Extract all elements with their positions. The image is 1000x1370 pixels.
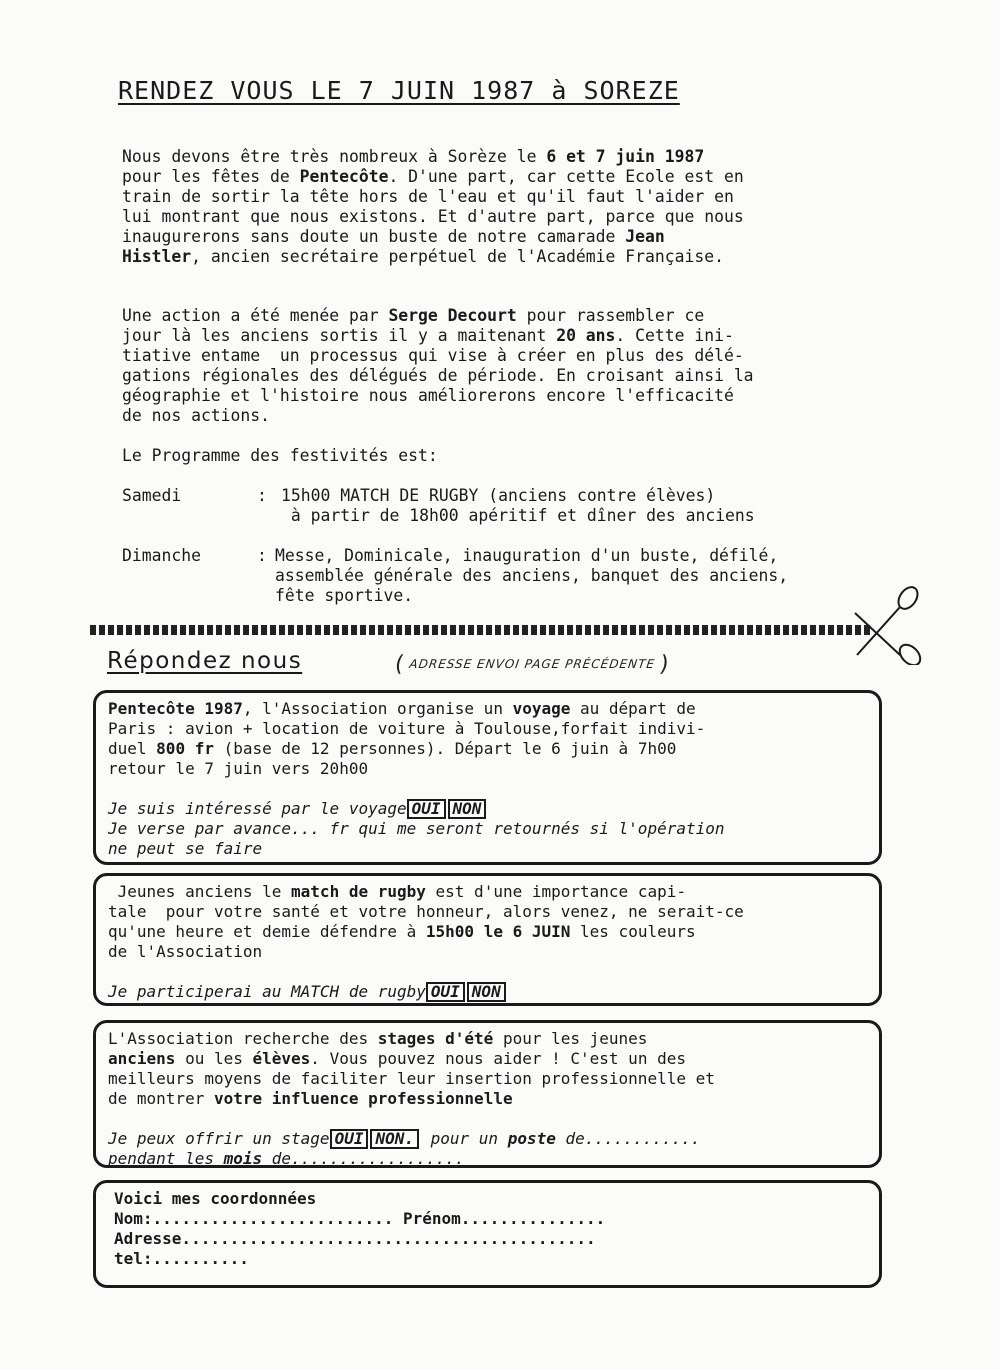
cut-line-dash [432, 625, 438, 635]
programme-section [122, 446, 902, 606]
cut-line-dash [459, 625, 465, 635]
cut-line-dash [297, 625, 303, 635]
cut-line-dash [810, 625, 816, 635]
stage-non-checkbox[interactable]: NON. [370, 1129, 419, 1149]
voyage-oui-checkbox[interactable]: OUI [407, 799, 446, 819]
cut-line-dash [729, 625, 735, 635]
cut-line-dash [387, 625, 393, 635]
cut-line-dash [162, 625, 168, 635]
cut-line-dash [792, 625, 798, 635]
cut-line-dash [594, 625, 600, 635]
cut-line-dash [351, 625, 357, 635]
cut-line-dash [288, 625, 294, 635]
cut-line-dash [522, 625, 528, 635]
cut-line-dash [378, 625, 384, 635]
cut-line-dash [540, 625, 546, 635]
cut-line-dash [702, 625, 708, 635]
cut-line-dash [828, 625, 834, 635]
cut-line-dash [405, 625, 411, 635]
cut-line-dash [486, 625, 492, 635]
cut-line-dash [117, 625, 123, 635]
prenom-field[interactable]: Prénom............... [402, 1209, 606, 1228]
cut-line-dash [837, 625, 843, 635]
cut-line-dash [243, 625, 249, 635]
cut-line-dash [261, 625, 267, 635]
contact-box [93, 1180, 882, 1288]
cut-line-divider [90, 625, 880, 636]
cut-line-dash [99, 625, 105, 635]
tel-field[interactable]: tel:.......... [114, 1249, 249, 1268]
cut-line-dash [360, 625, 366, 635]
cut-line-dash [396, 625, 402, 635]
cut-line-dash [108, 625, 114, 635]
cut-line-dash [495, 625, 501, 635]
cut-line-dash [234, 625, 240, 635]
cut-line-dash [189, 625, 195, 635]
cut-line-dash [315, 625, 321, 635]
rugby-oui-checkbox[interactable]: OUI [426, 982, 465, 1002]
cut-line-dash [369, 625, 375, 635]
cut-line-dash [693, 625, 699, 635]
cut-line-dash [774, 625, 780, 635]
cut-line-dash [567, 625, 573, 635]
cut-line-dash [738, 625, 744, 635]
voyage-box: Pentecôte 1987, l'Association organise un voyage au départ de Paris : avion + location de voiture à Toulouse,forfait indivi- duel 800 fr (base de 12 personnes). Départ le 6 juin à 7h00 retour le 7 juin vers 20h00 Je suis intéressé par le voyage OUI NON Je verse par avance... fr qui me seront retournés si l'opération ne peut se faire [93, 690, 882, 865]
programme-saturday: Samedi : 15h00 MATCH DE RUGBY (anciens contre élèves) à partir de 18h00 apéritif et dîner des anciens [122, 486, 755, 525]
cut-line-dash [549, 625, 555, 635]
mois-field[interactable]: de.................. [262, 1149, 465, 1168]
rugby-non-checkbox[interactable]: NON [467, 982, 506, 1002]
poste-field[interactable]: de............ [555, 1129, 701, 1148]
cut-line-dash [324, 625, 330, 635]
voyage-non-checkbox[interactable]: NON [448, 799, 487, 819]
contact-heading: Voici mes coordonnées [114, 1189, 317, 1208]
cut-line-dash [630, 625, 636, 635]
cut-line-dash [513, 625, 519, 635]
programme-sunday: Dimanche : Messe, Dominicale, inauguration d'un buste, défilé, assemblée générale des anciens, banquet des anciens, fête sportive. [122, 546, 789, 605]
cut-line-dash [333, 625, 339, 635]
cut-line-dash [441, 625, 447, 635]
cut-line-dash [504, 625, 510, 635]
cut-line-dash [216, 625, 222, 635]
cut-line-dash [171, 625, 177, 635]
cut-line-dash [207, 625, 213, 635]
cut-line-dash [531, 625, 537, 635]
cut-line-dash [153, 625, 159, 635]
reply-heading: Répondez nous [107, 648, 303, 674]
cut-line-dash [477, 625, 483, 635]
scissors-icon [845, 585, 925, 665]
stage-oui-checkbox[interactable]: OUI [330, 1129, 369, 1149]
cut-line-dash [252, 625, 258, 635]
handwritten-note: ( ADRESSE ENVOI PAGE PRÉCÉDENTE ) [393, 652, 672, 677]
cut-line-dash [126, 625, 132, 635]
cut-line-dash [648, 625, 654, 635]
cut-line-dash [657, 625, 663, 635]
programme-heading: Le Programme des festivités est: [122, 446, 438, 465]
cut-line-dash [801, 625, 807, 635]
intro-paragraph: Nous devons être très nombreux à Sorèze le 6 et 7 juin 1987 pour les fêtes de Pentecôte. D'une part, car cette Ecole est en train de sortir la tête hors de l'eau et qu'il faut l'aider en lui montrant que nous existons. Et d'autre part, parce que nous inaugurerons sans doute un buste de notre camarade Jean Histler, ancien secrétaire perpétuel de l'Académie Française. [122, 147, 744, 266]
cut-line-dash [342, 625, 348, 635]
cut-line-dash [225, 625, 231, 635]
cut-line-dash [756, 625, 762, 635]
cut-line-dash [603, 625, 609, 635]
cut-line-dash [621, 625, 627, 635]
action-paragraph: Une action a été menée par Serge Decourt pour rassembler ce jour là les anciens sortis il y a maitenant 20 ans. Cette ini- tiative entame un processus qui vise à créer en plus des délé- gations régionales des délégués de période. En croisant ainsi la géographie et l'histoire nous améliorerons encore l'efficacité de nos actions. [122, 306, 754, 425]
cut-line-dash [675, 625, 681, 635]
cut-line-dash [450, 625, 456, 635]
cut-line-dash [180, 625, 186, 635]
adresse-field[interactable]: Adresse........................................... [114, 1229, 596, 1248]
cut-line-dash [468, 625, 474, 635]
cut-line-dash [684, 625, 690, 635]
rugby-box: Jeunes anciens le match de rugby est d'une importance capi- tale pour votre santé et votre honneur, alors venez, ne serait-ce qu'une heure et demie défendre à 15h00 le 6 JUIN les couleurs de l'Association Je participerai au MATCH de rugby OUI NON [93, 873, 882, 1006]
cut-line-dash [144, 625, 150, 635]
nom-field[interactable]: Nom:......................... [114, 1209, 403, 1228]
cut-line-dash [720, 625, 726, 635]
page-title: RENDEZ VOUS LE 7 JUIN 1987 à SOREZE [118, 76, 680, 105]
cut-line-dash [423, 625, 429, 635]
cut-line-dash [765, 625, 771, 635]
cut-line-dash [819, 625, 825, 635]
stages-box: L'Association recherche des stages d'été pour les jeunes anciens ou les élèves. Vous pouvez nous aider ! C'est un des meilleurs moyens de faciliter leur insertion professionnelle et de montrer votre influence professionnelle Je peux offrir un stage OUI NON. pour un poste de............ pendant les mois de.................. [93, 1020, 882, 1168]
cut-line-dash [90, 625, 96, 635]
cut-line-dash [783, 625, 789, 635]
cut-line-dash [666, 625, 672, 635]
cut-line-dash [306, 625, 312, 635]
cut-line-dash [576, 625, 582, 635]
cut-line-dash [585, 625, 591, 635]
cut-line-dash [558, 625, 564, 635]
cut-line-dash [135, 625, 141, 635]
cut-line-dash [198, 625, 204, 635]
cut-line-dash [414, 625, 420, 635]
cut-line-dash [711, 625, 717, 635]
cut-line-dash [639, 625, 645, 635]
cut-line-dash [612, 625, 618, 635]
cut-line-dash [279, 625, 285, 635]
cut-line-dash [747, 625, 753, 635]
cut-line-dash [270, 625, 276, 635]
